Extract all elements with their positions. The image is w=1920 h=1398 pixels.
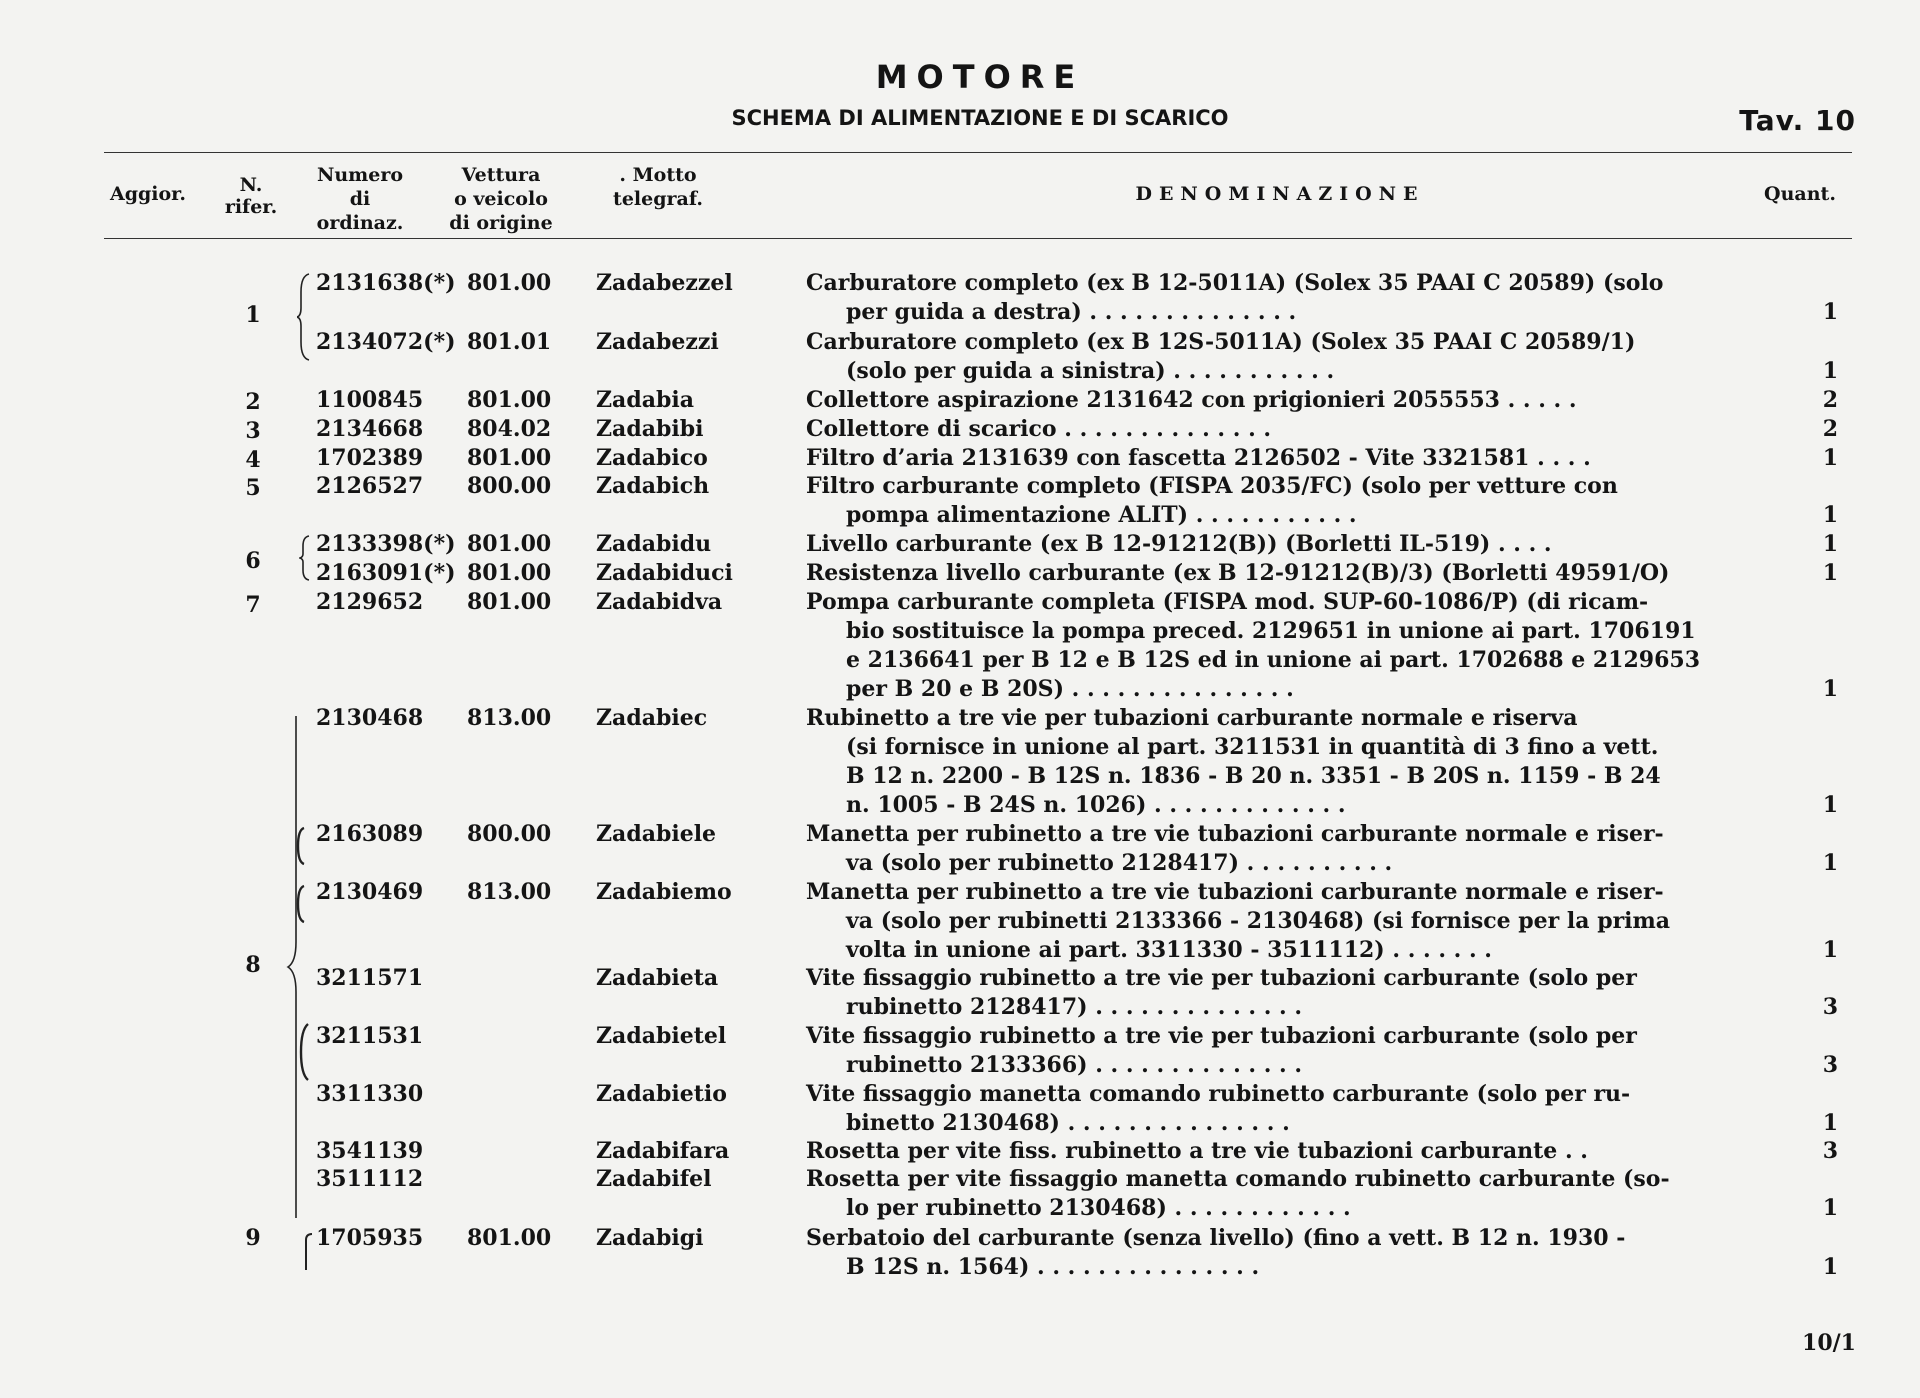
col-vettura: Vettura o veicolo di origine [449,164,553,234]
description: Collettore aspirazione 2131642 con prigionieri 2055553 . . . . . [806,387,1577,413]
description: Carburatore completo (ex B 12S-5011A) (Solex 35 PAAI C 20589/1) (solo per guida a sinistra) . . . . . . . . . . . [806,329,1636,384]
description: Filtro carburante completo (FISPA 2035/FC) (solo per vetture con pompa alimentazione ALIT) . . . . . . . . . . . [806,473,1618,528]
rif-number: 1 [245,302,261,328]
rif-number: 2 [245,389,261,415]
page-subtitle: SCHEMA DI ALIMENTAZIONE E DI SCARICO [731,106,1229,130]
page-title: MOTORE [875,58,1085,96]
order-number: 3311330 [316,1081,424,1107]
telegraph-code: Zadabiemo [596,879,732,905]
description: Livello carburante (ex B 12-91212(B)) (Borletti IL-519) . . . . [806,531,1552,557]
telegraph-code: Zadabezzi [596,329,719,355]
group-bracket [299,534,311,582]
order-number: 1705935 [316,1225,424,1251]
order-number: 3211571 [316,965,424,991]
telegraph-code: Zadabico [596,445,708,471]
description: Serbatoio del carburante (senza livello) (fino a vett. B 12 n. 1930 - B 12S n. 1564) . . . . . . . . . . . . . . . [806,1225,1626,1280]
order-number: 2126527 [316,473,424,499]
col-denominazione: DENOMINAZIONE [1135,183,1425,205]
vehicle-origin: 800.00 [467,821,552,847]
order-number: 2163089 [316,821,424,847]
order-number: 2130468 [316,705,424,731]
quantity: 1 [1822,676,1838,702]
telegraph-code: Zadabiele [596,821,717,847]
telegraph-code: Zadabifara [596,1138,730,1164]
quantity: 1 [1822,792,1838,818]
order-number: 1702389 [316,445,424,471]
quantity: 3 [1822,994,1838,1020]
description: Vite fissaggio rubinetto a tre vie per tubazioni carburante (solo per rubinetto 2128417) . . . . . . . . . . . . . . [806,965,1637,1020]
telegraph-code: Zadabiduci [596,560,733,586]
description: Collettore di scarico . . . . . . . . . . . . . . [806,416,1272,442]
description: Rosetta per vite fiss. rubinetto a tre vie tubazioni carburante . . [806,1138,1588,1164]
vehicle-origin: 801.00 [467,589,552,615]
group-bracket [286,712,312,1222]
telegraph-code: Zadabigi [596,1225,704,1251]
header-top-rule [104,152,1852,153]
quantity: 1 [1822,502,1838,528]
telegraph-code: Zadabezzel [596,270,733,296]
order-number: 2131638(*) [316,270,456,296]
order-number: 1100845 [316,387,424,413]
vehicle-origin: 800.00 [467,473,552,499]
order-number: 2130469 [316,879,424,905]
vehicle-origin: 804.02 [467,416,552,442]
telegraph-code: Zadabidu [596,531,712,557]
description: Filtro d’aria 2131639 con fascetta 2126502 - Vite 3321581 . . . . [806,445,1591,471]
group-bracket [302,1232,314,1272]
group-bracket [297,272,311,362]
order-number: 2133398(*) [316,531,456,557]
rif-number: 8 [245,952,261,978]
vehicle-origin: 801.00 [467,1225,552,1251]
description: Resistenza livello carburante (ex B 12-91212(B)/3) (Borletti 49591/O) [806,560,1670,586]
order-number: 3211531 [316,1023,424,1049]
table-reference: Tav. 10 [1739,104,1856,137]
telegraph-code: Zadabia [596,387,694,413]
description: Vite fissaggio manetta comando rubinetto carburante (solo per ru- binetto 2130468) . . . . . . . . . . . . . . . [806,1081,1631,1136]
vehicle-origin: 801.00 [467,270,552,296]
telegraph-code: Zadabietio [596,1081,727,1107]
order-number: 2134072(*) [316,329,456,355]
order-number: 3541139 [316,1138,424,1164]
vehicle-origin: 801.00 [467,445,552,471]
page-number: 10/1 [1802,1330,1856,1356]
description: Manetta per rubinetto a tre vie tubazioni carburante normale e riser- va (solo per rubinetto 2128417) . . . . . . . . . . [806,821,1664,876]
quantity: 1 [1822,560,1838,586]
telegraph-code: Zadabibi [596,416,704,442]
rif-number: 4 [245,447,261,473]
rif-number: 6 [245,548,261,574]
description: Manetta per rubinetto a tre vie tubazioni carburante normale e riser- va (solo per rubinetti 2133366 - 2130468) (si fornisce per la prima volta in unione ai part. 3311330 - 3511112) . . . . . . . [806,879,1671,963]
col-nrif: N. rifer. [224,174,278,218]
rif-number: 5 [245,475,261,501]
description: Vite fissaggio rubinetto a tre vie per tubazioni carburante (solo per rubinetto 2133366) . . . . . . . . . . . . . . [806,1023,1637,1078]
rif-number: 9 [245,1225,261,1251]
quantity: 2 [1822,416,1838,442]
quantity: 3 [1822,1052,1838,1078]
vehicle-origin: 813.00 [467,705,552,731]
description: Rosetta per vite fissaggio manetta comando rubinetto carburante (so- lo per rubinetto 2130468) . . . . . . . . . . . . [806,1166,1670,1221]
rif-number: 3 [245,418,261,444]
vehicle-origin: 801.00 [467,387,552,413]
vehicle-origin: 801.01 [467,329,552,355]
quantity: 1 [1822,1254,1838,1280]
col-motto: . Motto telegraf. [613,164,703,210]
col-numero: Numero di ordinaz. [316,164,404,234]
telegraph-code: Zadabifel [596,1166,712,1192]
quantity: 1 [1822,937,1838,963]
description: Rubinetto a tre vie per tubazioni carburante normale e riserva (si fornisce in unione al part. 3211531 in quantità di 3 fino a vett. B 12 n. 2200 - B 12S n. 1836 - B 20 n. 3351 - B 20S n. 1159 - B 24 n. 1005 - B 24S n. 1026) . . . . . . . . . . . . . [806,705,1661,818]
quantity: 1 [1822,1110,1838,1136]
vehicle-origin: 813.00 [467,879,552,905]
quantity: 1 [1822,531,1838,557]
col-aggior: Aggior. [109,183,187,205]
order-number: 3511112 [316,1166,424,1192]
vehicle-origin: 801.00 [467,531,552,557]
header-bottom-rule [104,238,1852,239]
telegraph-code: Zadabieta [596,965,719,991]
telegraph-code: Zadabidva [596,589,723,615]
telegraph-code: Zadabietel [596,1023,727,1049]
rif-number: 7 [245,592,261,618]
description: Carburatore completo (ex B 12-5011A) (Solex 35 PAAI C 20589) (solo per guida a destra) . . . . . . . . . . . . . . [806,270,1664,325]
quantity: 1 [1822,299,1838,325]
telegraph-code: Zadabiec [596,705,708,731]
telegraph-code: Zadabich [596,473,710,499]
vehicle-origin: 801.00 [467,560,552,586]
description: Pompa carburante completa (FISPA mod. SUP-60-1086/P) (di ricam- bio sostituisce la pompa preced. 2129651 in unione ai part. 1706191 e 2136641 per B 12 e B 12S ed in unione ai part. 1702688 e 2129653 per B 20 e B 20S) . . . . . . . . . . . . . . . [806,589,1701,702]
order-number: 2134668 [316,416,424,442]
quantity: 1 [1822,445,1838,471]
quantity: 1 [1822,850,1838,876]
quantity: 2 [1822,387,1838,413]
quantity: 1 [1822,358,1838,384]
quantity: 1 [1822,1195,1838,1221]
order-number: 2129652 [316,589,424,615]
order-number: 2163091(*) [316,560,456,586]
quantity: 3 [1822,1138,1838,1164]
col-quant: Quant. [1764,183,1836,205]
